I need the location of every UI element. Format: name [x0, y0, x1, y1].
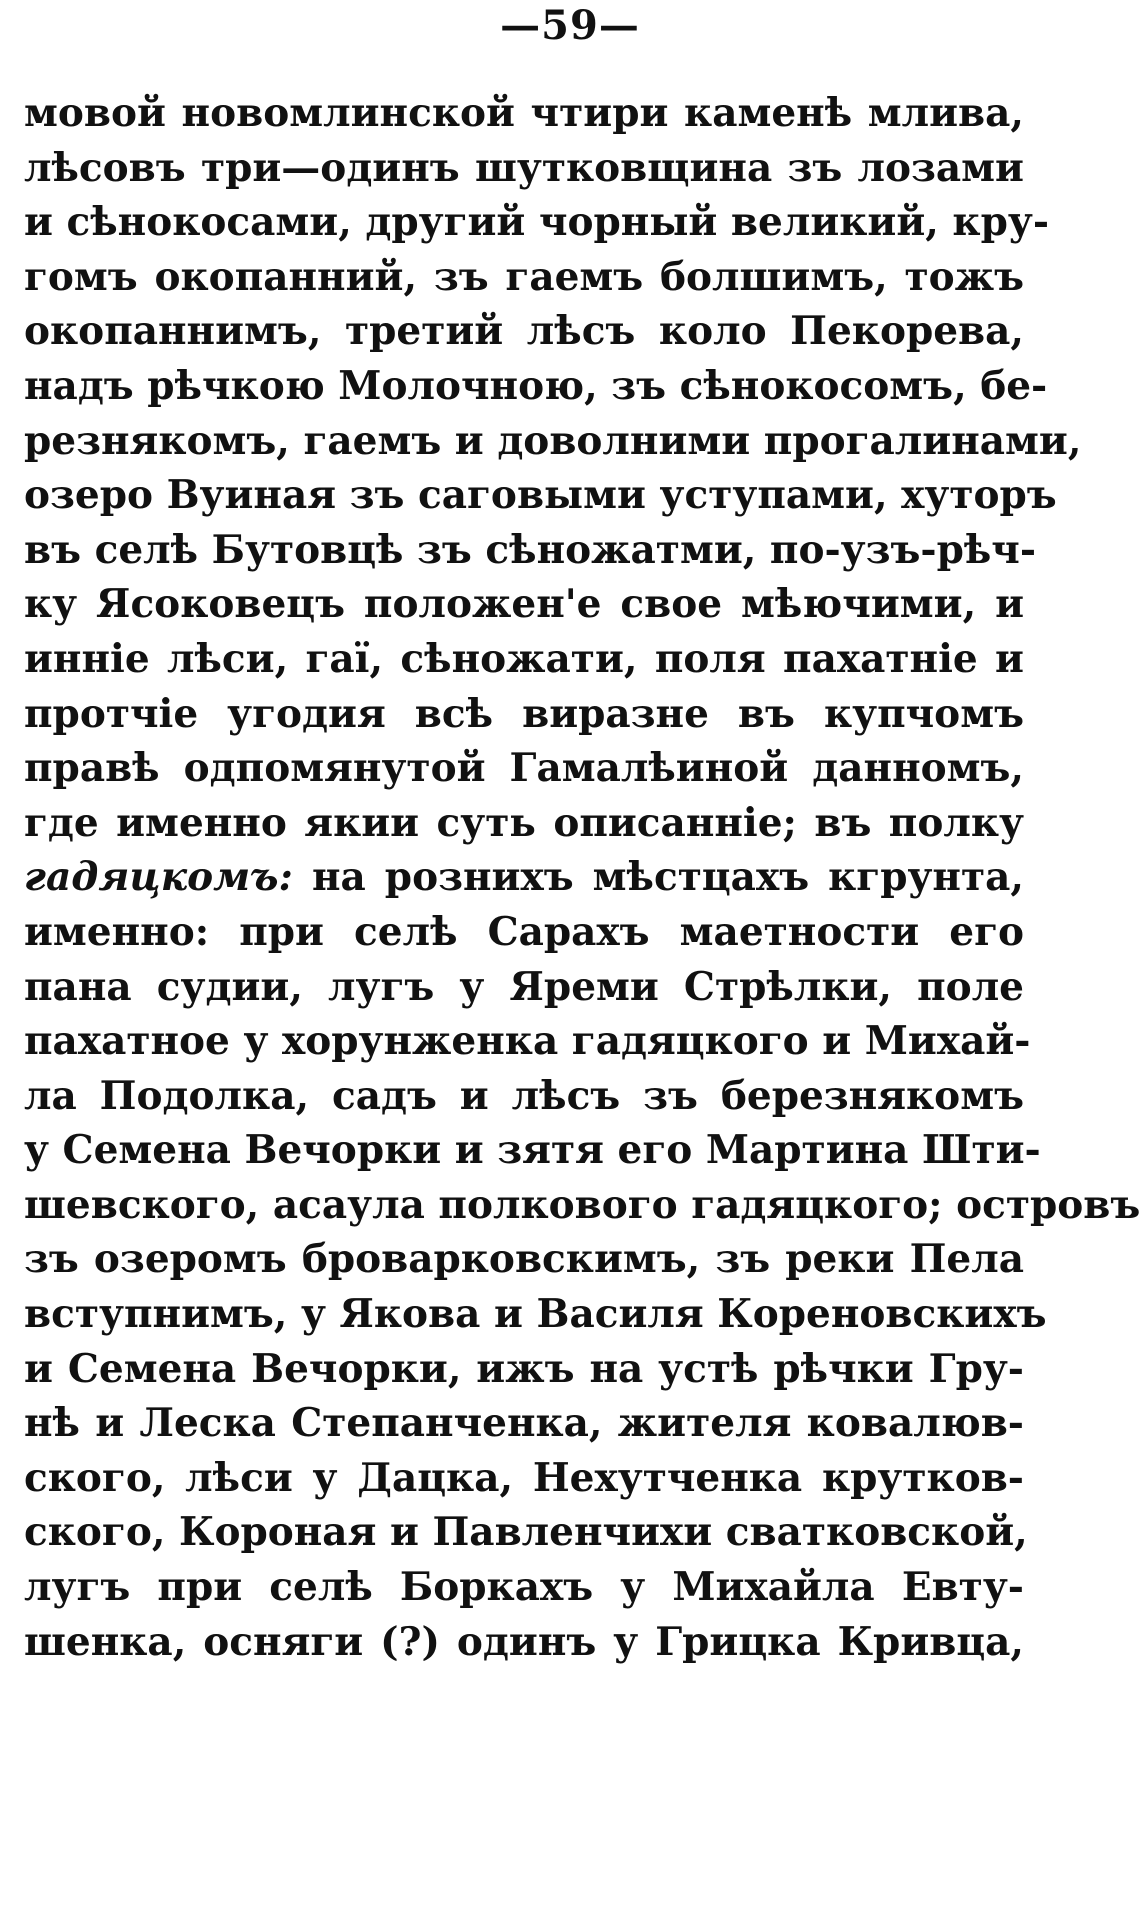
text-line: въ селѣ Бутовцѣ зъ сѣножатми, по-узъ-рѣч- — [24, 526, 1037, 573]
text-line: зъ озеромъ броварковскимъ, зъ реки Пела — [24, 1236, 1024, 1283]
text-line: ку Ясоковецъ положен'е свое мѣючими, и — [24, 581, 1024, 628]
text-line: ла Подолка, садъ и лѣсъ зъ березнякомъ — [24, 1072, 1024, 1119]
text-line: шенка, осняги (?) одинъ у Грицка Кривца, — [24, 1618, 1024, 1665]
text-line: ского, Короная и Павленчихи сватковской, — [24, 1509, 1028, 1556]
text-line-with-italic — [24, 850, 1024, 905]
text-line: лѣсовъ три—одинъ шутковщина зъ лозами — [24, 144, 1024, 191]
body-text — [24, 86, 1140, 1669]
text-line: резнякомъ, гаемъ и доволними прогалинами, — [24, 417, 1082, 464]
text-line: надъ рѣчкою Молочною, зъ сѣнокосомъ, бе- — [24, 362, 1048, 409]
text-line: пана судии, лугъ у Яреми Стрѣлки, поле — [24, 963, 1024, 1010]
text-line: пахатное у хорунженка гадяцкого и Михай- — [24, 1018, 1031, 1065]
text-line: вступнимъ, у Якова и Василя Кореновскихъ — [24, 1291, 1047, 1338]
text-line: мовой новомлинской чтири каменѣ млива, — [24, 90, 1024, 136]
text-line: инніе лѣси, гаї, сѣножати, поля пахатніе и — [24, 635, 1024, 682]
text-line: шевского, асаула полкового гадяцкого; островъ — [24, 1181, 1140, 1228]
text-line: лугъ при селѣ Боркахъ у Михайла Евту- — [24, 1564, 1024, 1611]
page-number: —59— — [500, 2, 640, 49]
text-line: окопаннимъ, третий лѣсъ коло Пекорева, — [24, 308, 1024, 355]
text-line: протчіе угодия всѣ виразне въ купчомъ — [24, 690, 1024, 737]
text-line: у Семена Вечорки и зятя его Мартина Шти- — [24, 1127, 1041, 1174]
text-line: гомъ окопанний, зъ гаемъ болшимъ, тожъ — [24, 253, 1024, 300]
text-line: ского, лѣси у Дацка, Нехутченка крутков- — [24, 1454, 1024, 1501]
text-line: правѣ одпомянутой Гамалѣиной данномъ, — [24, 745, 1024, 792]
text-line: где именно якии суть описанніе; въ полку — [24, 799, 1024, 846]
text-line-rest: на розниxъ мѣстцахъ кгрунта, — [311, 854, 1024, 901]
text-line: и Семена Вечорки, ижъ на устѣ рѣчки Гру- — [24, 1345, 1024, 1392]
text-line: именно: при селѣ Сарахъ маетности его — [24, 908, 1024, 955]
italic-fragment: гадяцкомъ: — [24, 854, 293, 901]
text-line: нѣ и Леска Степанченка, жителя ковалюв- — [24, 1400, 1024, 1447]
text-line: озеро Вуиная зъ саговыми уступами, хуторъ — [24, 472, 1057, 519]
text-line: и сѣнокосами, другий чорный великий, кру- — [24, 199, 1050, 246]
